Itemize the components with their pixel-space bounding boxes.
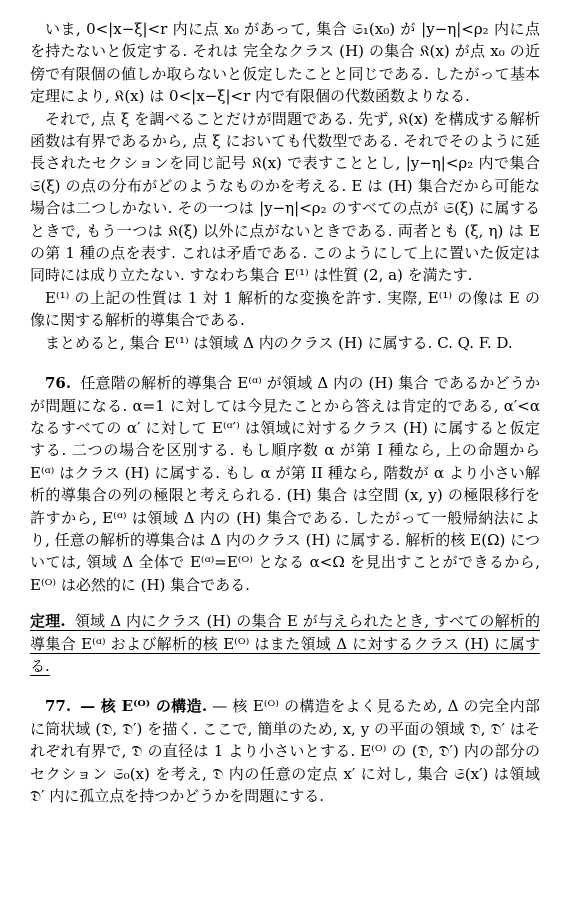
paragraph-text: まとめると, 集合 E⁽¹⁾ は領域 Δ 内のクラス (H) に属する. [45,333,433,352]
paragraph: いま, 0<|x−ξ|<r 内に点 x₀ があって, 集合 𝔖₁(x₀) が |y−η|<ρ₂ 内に点を持たないと仮定する. それは 完全なクラス (H) の集合 𝔎(x) が点 x₀ の近傍で有限個の値しか取らないと仮定したことと同じである. したがって基本定理により, 𝔎(x) は 0<|x−ξ|<r 内で有限個の代数函数よりなる. [30,20,540,106]
paragraph [30,332,540,354]
paragraph: それで, 点 ξ を調べることだけが問題である. 先ず, 𝔎(x) を構成する解析函数は有界であるから, 点 ξ においても代数型である. それでそのように延長されたセクションを同じ記号 𝔎(x) で表すこととし, |y−η|<ρ₂ 内で集合 𝔖(ξ) の点の分布がどのようなものかを考える. E は (H) 集合だから可能な場合は二つしかない. その一つは |y−η|<ρ₂ のすべての点が 𝔖(ξ) に属するときで, もう一つは 𝔎(ξ) 以外に点がないときである. 両者とも (ξ, η) は E の第 1 種の点を表す. これは矛盾である. このようにして上に置いた仮定は同時には成り立たない. すなわち集合 E⁽¹⁾ は性質 (2, a) を満たす. [30,109,540,285]
section-77 [30,695,540,807]
section-number: 76. [45,374,72,393]
theorem [30,610,540,677]
section-number: 77. [45,697,72,716]
theorem-text: 領域 Δ 内にクラス (H) の集合 E が与えられたとき, すべての解析的導集合 E⁽ᵅ⁾ および解析的核 E⁽ᴼ⁾ はまた領域 Δ に対するクラス (H) に属する. [30,612,540,675]
section-text: — 核 E⁽ᴼ⁾ の構造をよく見るため, Δ の完全内部に筒状域 (𝔇, 𝔇′) を描く. ここで, 簡単のため, x, y の平面の領域 𝔇, 𝔇′ はそれぞれ有界で, 𝔇 の直径は 1 より小さいとする. E⁽ᴼ⁾ の (𝔇, 𝔇′) 内の部分のセクション 𝔖₀(x) を考え, 𝔇 内の任意の定点 x′ に対し, 集合 𝔖(x′) は領域 𝔇′ 内に孤立点を持つかどうかを問題にする. [30,697,540,805]
theorem-label: 定理. [30,612,66,631]
section-title: — 核 E⁽ᴼ⁾ の構造. [80,697,208,716]
section-text: 任意階の解析的導集合 E⁽ᵅ⁾ が領域 Δ 内の (H) 集合 であるかどうかが問題になる. α=1 に対しては今見たことから答えは肯定的である, α′<α なるすべての α′ に対して E⁽ᵅ′⁾ は領域に対するクラス (H) に属すると仮定する. 二つの場合を区別する. もし順序数 α が第 I 種なら, 上の命題から E⁽ᵅ⁾ はクラス (H) に属する. もし α が第 II 種なら, 階数が α より小さい解析的導集合の列の極限と考えられる. (H) 集合 は空間 (x, y) の極限移行を許すから, E⁽ᵅ⁾ は領域 Δ 内の (H) 集合である. したがって一般帰納法により, 任意の解析的導集合は Δ 内のクラス (H) に属する. 解析的核 E(Ω) については, 領域 Δ 全体で E⁽ᵅ⁾=E⁽ᴼ⁾ となる α<Ω を見出すことができるから, E⁽ᴼ⁾ は必然的に (H) 集合である. [30,374,540,594]
paragraph: E⁽¹⁾ の上記の性質は 1 対 1 解析的な変換を許す. 実際, E⁽¹⁾ の像は E の像に関する解析的導集合である. [30,288,540,330]
qed-mark: C. Q. F. D. [437,333,513,352]
section-76 [30,372,540,596]
